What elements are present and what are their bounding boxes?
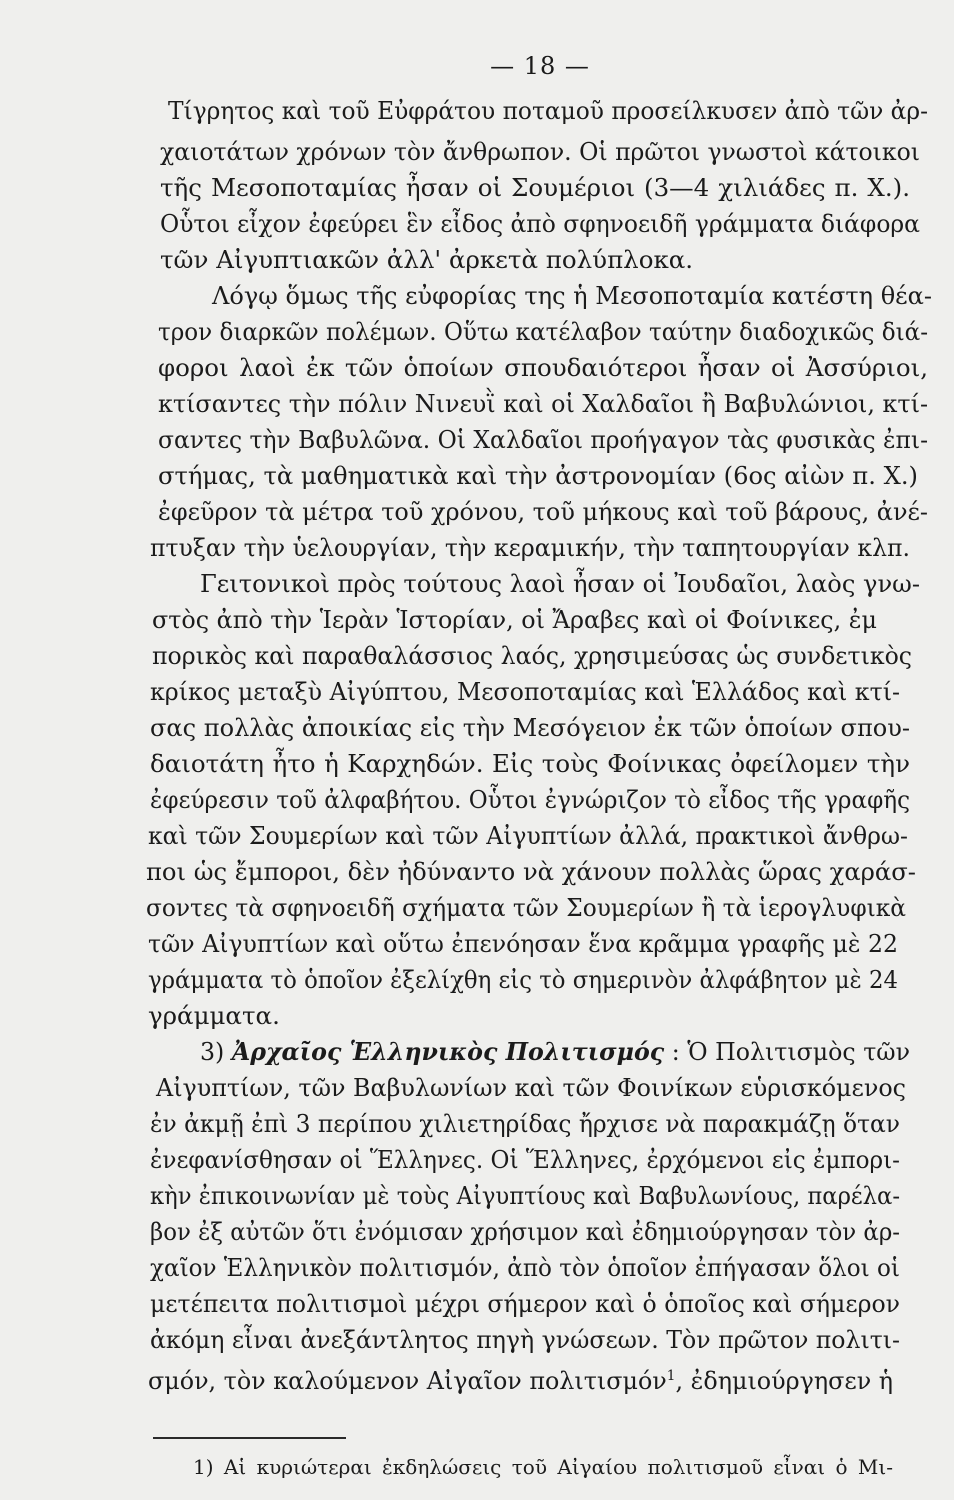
text-line: φοροι λαοὶ ἐκ τῶν ὁποίων σπουδαιότεροι ἦσαν οἱ Ἀσσύριοι, (158, 353, 928, 382)
section-heading-line (200, 1037, 910, 1067)
text-line: στὸς ἀπὸ τὴν Ἱερὰν Ἱστορίαν, οἱ Ἄραβες καὶ οἱ Φοίνικες, ἐμ (152, 605, 877, 634)
text-line: πτυξαν τὴν ὑελουργίαν, τὴν κεραμικήν, τὴν ταπητουργίαν κλπ. (150, 533, 910, 562)
text-line: τῶν Αἰγυπτίων καὶ οὕτω ἐπενόησαν ἕνα κρᾶμμα γραφῆς μὲ 22 (148, 929, 898, 958)
text-line: στήμας, τὰ μαθηματικὰ καὶ τὴν ἀστρονομίαν (6ος αἰὼν π. Χ.) (158, 461, 918, 490)
footnote-marker: 1 (666, 1368, 676, 1384)
last-line-start: σμόν, τὸν καλούμενον Αἰγαῖον πολιτισμόν (148, 1366, 667, 1396)
text-line: χαῖον Ἑλληνικὸν πολιτισμόν, ἀπὸ τὸν ὁποῖον ἐπήγασαν ὅλοι οἱ (150, 1253, 900, 1282)
text-line: Λόγῳ ὅμως τῆς εὐφορίας της ἡ Μεσοποταμία κατέστη θέα- (212, 281, 932, 310)
text-line: γράμματα. (148, 1001, 280, 1030)
text-line: ἐνεφανίσθησαν οἱ Ἕλληνες. Οἱ Ἕλληνες, ἐρχόμενοι εἰς ἐμπορι- (150, 1145, 900, 1174)
section-heading: Ἀρχαῖος Ἑλληνικὸς Πολιτισμός (231, 1037, 665, 1066)
text-line: κτίσαντες τὴν πόλιν Νινευῒ καὶ οἱ Χαλδαῖοι ἢ Βαβυλώνιοι, κτί- (158, 389, 928, 418)
text-line: βον ἐξ αὐτῶν ὅτι ἐνόμισαν χρήσιμον καὶ ἐδημιούργησαν τὸν ἀρ- (150, 1217, 900, 1246)
footnote: 1) Αἱ κυριώτεραι ἐκδηλώσεις τοῦ Αἰγαίου πολιτισμοῦ εἶναι ὁ Μι- (193, 1455, 893, 1479)
text-line: Οὗτοι εἶχον ἐφεύρει ἓν εἶδος ἀπὸ σφηνοειδῆ γράμματα διάφορα (160, 209, 920, 238)
section-colon: : (671, 1037, 680, 1066)
text-line: γράμματα τὸ ὁποῖον ἐξελίχθη εἰς τὸ σημερινὸν ἀλφάβητον μὲ 24 (148, 965, 898, 994)
text-line: καὶ τῶν Σουμερίων καὶ τῶν Αἰγυπτίων ἀλλά, πρακτικοὶ ἄνθρω- (148, 821, 908, 850)
page-number: — 18 — (490, 52, 590, 80)
text-line: πορικὸς καὶ παραθαλάσσιος λαός, χρησιμεύσας ὡς συνδετικὸς (152, 641, 912, 670)
text-line: Αἰγυπτίων, τῶν Βαβυλωνίων καὶ τῶν Φοινίκων εὑρισκόμενος (156, 1073, 906, 1102)
last-text-line (148, 1361, 893, 1396)
text-line: σας πολλὰς ἀποικίας εἰς τὴν Μεσόγειον ἐκ τῶν ὁποίων σπου- (150, 713, 910, 742)
text-line: ποι ὡς ἔμποροι, δὲν ἠδύναντο νὰ χάνουν πολλὰς ὥρας χαράσ- (146, 857, 916, 886)
text-line: μετέπειτα πολιτισμοὶ μέχρι σήμερον καὶ ὁ ὁποῖος καὶ σήμερον (150, 1289, 900, 1318)
text-line: τῆς Μεσοποταμίας ἦσαν οἱ Σουμέριοι (3—4 χιλιάδες π. Χ.). (160, 173, 910, 202)
text-line: Γειτονικοὶ πρὸς τούτους λαοὶ ἦσαν οἱ Ἰουδαῖοι, λαὸς γνω- (200, 569, 920, 598)
text-line: Τίγρητος καὶ τοῦ Εὐφράτου ποταμοῦ προσείλκυσεν ἀπὸ τῶν ἀρ- (168, 96, 928, 125)
text-line: δαιοτάτη ἦτο ἡ Καρχηδών. Εἰς τοὺς Φοίνικας ὀφείλομεν τὴν (150, 749, 910, 778)
section-first-line: Ὁ Πολιτισμὸς τῶν (687, 1037, 910, 1066)
text-line: κρίκος μεταξὺ Αἰγύπτου, Μεσοποταμίας καὶ Ἑλλάδος καὶ κτί- (150, 677, 900, 706)
footnote-rule (153, 1437, 346, 1439)
text-line: κὴν ἐπικοινωνίαν μὲ τοὺς Αἰγυπτίους καὶ Βαβυλωνίους, παρέλα- (150, 1181, 900, 1210)
last-line-end: , ἐδημιούργησεν ἡ (675, 1366, 893, 1396)
text-line: ἐν ἀκμῇ ἐπὶ 3 περίπου χιλιετηρίδας ἤρχισε νὰ παρακμάζῃ ὅταν (150, 1109, 900, 1138)
text-line: τρον διαρκῶν πολέμων. Οὕτω κατέλαβον ταύτην διαδοχικῶς διά- (158, 317, 928, 346)
text-line: σαντες τὴν Βαβυλῶνα. Οἱ Χαλδαῖοι προήγαγον τὰς φυσικὰς ἐπι- (158, 425, 928, 454)
text-line: τῶν Αἰγυπτιακῶν ἀλλ' ἀρκετὰ πολύπλοκα. (160, 245, 694, 274)
text-line: ἐφεύρεσιν τοῦ ἀλφαβήτου. Οὗτοι ἐγνώριζον τὸ εἶδος τῆς γραφῆς (150, 785, 910, 814)
text-line: χαιοτάτων χρόνων τὸν ἄνθρωπον. Οἱ πρῶτοι γνωστοὶ κάτοικοι (160, 137, 920, 166)
text-line: ἐφεῦρον τὰ μέτρα τοῦ χρόνου, τοῦ μήκους καὶ τοῦ βάρους, ἀνέ- (158, 497, 928, 526)
text-line: ἀκόμη εἶναι ἀνεξάντλητος πηγὴ γνώσεων. Τὸν πρῶτον πολιτι- (150, 1325, 900, 1354)
text-line: σοντες τὰ σφηνοειδῆ σχήματα τῶν Σουμερίων ἢ τὰ ἱερογλυφικὰ (146, 893, 906, 922)
section-number: 3) (200, 1037, 225, 1066)
